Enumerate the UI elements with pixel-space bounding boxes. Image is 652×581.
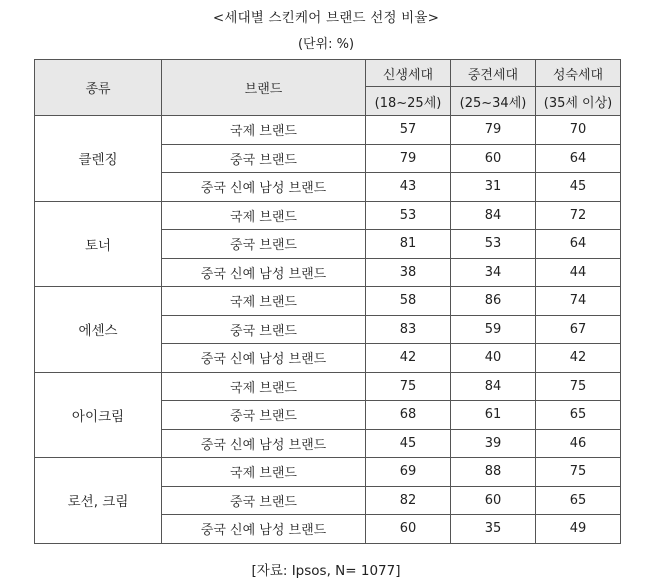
- value-cell: 65: [536, 486, 621, 515]
- category-cell: 에센스: [35, 287, 162, 373]
- source-note: [자료: Ipsos, N= 1077]: [251, 563, 401, 579]
- brand-cell: 중국 브랜드: [162, 230, 366, 259]
- table-row: [35, 116, 621, 145]
- value-cell: 46: [536, 429, 621, 458]
- value-cell: 31: [451, 173, 536, 202]
- value-cell: 58: [366, 287, 451, 316]
- table-title: <세대별 스킨케어 브랜드 선정 비율>: [212, 10, 440, 26]
- header-category: 종류: [35, 60, 162, 116]
- value-cell: 60: [366, 515, 451, 544]
- value-cell: 34: [451, 258, 536, 287]
- brand-cell: 국제 브랜드: [162, 458, 366, 487]
- value-cell: 74: [536, 287, 621, 316]
- value-cell: 83: [366, 315, 451, 344]
- value-cell: 44: [536, 258, 621, 287]
- value-cell: 65: [536, 401, 621, 430]
- table-row: [35, 458, 621, 487]
- value-cell: 60: [451, 144, 536, 173]
- value-cell: 84: [451, 372, 536, 401]
- value-cell: 42: [366, 344, 451, 373]
- value-cell: 79: [451, 116, 536, 145]
- value-cell: 75: [366, 372, 451, 401]
- value-cell: 75: [536, 372, 621, 401]
- brand-cell: 중국 신예 남성 브랜드: [162, 258, 366, 287]
- value-cell: 57: [366, 116, 451, 145]
- value-cell: 35: [451, 515, 536, 544]
- brand-selection-table: [34, 59, 621, 544]
- value-cell: 64: [536, 144, 621, 173]
- value-cell: 59: [451, 315, 536, 344]
- brand-cell: 국제 브랜드: [162, 372, 366, 401]
- category-cell: 아이크림: [35, 372, 162, 458]
- value-cell: 60: [451, 486, 536, 515]
- brand-cell: 중국 신예 남성 브랜드: [162, 173, 366, 202]
- header-generation-range: (35세 이상): [536, 87, 621, 116]
- value-cell: 49: [536, 515, 621, 544]
- value-cell: 43: [366, 173, 451, 202]
- brand-cell: 국제 브랜드: [162, 201, 366, 230]
- table-row: [35, 372, 621, 401]
- value-cell: 68: [366, 401, 451, 430]
- brand-cell: 중국 신예 남성 브랜드: [162, 429, 366, 458]
- value-cell: 40: [451, 344, 536, 373]
- value-cell: 88: [451, 458, 536, 487]
- category-cell: 토너: [35, 201, 162, 287]
- value-cell: 70: [536, 116, 621, 145]
- header-generation-range: (18~25세): [366, 87, 451, 116]
- brand-cell: 중국 브랜드: [162, 486, 366, 515]
- value-cell: 39: [451, 429, 536, 458]
- value-cell: 81: [366, 230, 451, 259]
- header-generation-name: 중견세대: [451, 60, 536, 87]
- value-cell: 84: [451, 201, 536, 230]
- value-cell: 82: [366, 486, 451, 515]
- value-cell: 61: [451, 401, 536, 430]
- header-generation-name: 신생세대: [366, 60, 451, 87]
- table-row: [35, 287, 621, 316]
- header-brand: 브랜드: [162, 60, 366, 116]
- value-cell: 45: [366, 429, 451, 458]
- header-generation-name: 성숙세대: [536, 60, 621, 87]
- value-cell: 42: [536, 344, 621, 373]
- brand-cell: 중국 신예 남성 브랜드: [162, 515, 366, 544]
- value-cell: 75: [536, 458, 621, 487]
- value-cell: 53: [451, 230, 536, 259]
- value-cell: 72: [536, 201, 621, 230]
- brand-cell: 국제 브랜드: [162, 287, 366, 316]
- table-body: [35, 116, 621, 544]
- value-cell: 38: [366, 258, 451, 287]
- value-cell: 45: [536, 173, 621, 202]
- value-cell: 79: [366, 144, 451, 173]
- value-cell: 86: [451, 287, 536, 316]
- category-cell: 로션, 크림: [35, 458, 162, 544]
- table-row: [35, 201, 621, 230]
- brand-cell: 중국 브랜드: [162, 315, 366, 344]
- brand-cell: 중국 브랜드: [162, 144, 366, 173]
- value-cell: 69: [366, 458, 451, 487]
- category-cell: 클렌징: [35, 116, 162, 202]
- value-cell: 67: [536, 315, 621, 344]
- value-cell: 53: [366, 201, 451, 230]
- header-generation-range: (25~34세): [451, 87, 536, 116]
- brand-cell: 중국 브랜드: [162, 401, 366, 430]
- brand-cell: 국제 브랜드: [162, 116, 366, 145]
- brand-cell: 중국 신예 남성 브랜드: [162, 344, 366, 373]
- value-cell: 64: [536, 230, 621, 259]
- unit-label: (단위: %): [297, 37, 355, 52]
